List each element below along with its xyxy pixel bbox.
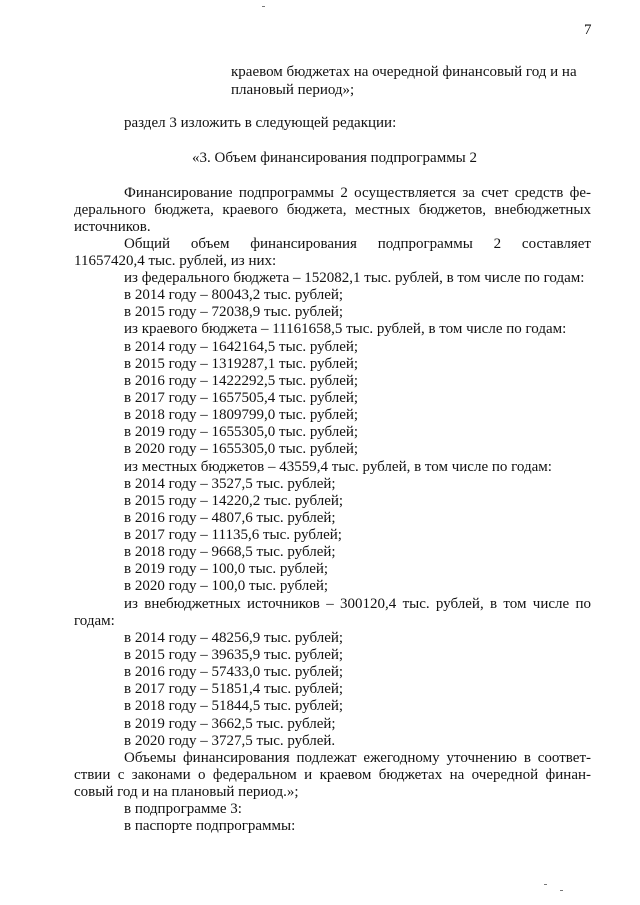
regional-year-2016: в 2016 году – 1422292,5 тыс. рублей;: [124, 373, 359, 389]
scan-speck: [560, 890, 563, 891]
federal-header: из федерального бюджета – 152082,1 тыс. рублей, в том числе по годам:: [124, 270, 585, 286]
section-instruction: раздел 3 изложить в следующей редакции:: [124, 115, 397, 131]
closing-line-2: ствии с законами о федеральном и краевом бюджетах на очередной финан-: [74, 767, 591, 783]
closing-line-3: совый год и на плановый период.»;: [74, 784, 299, 800]
scan-speck: [262, 6, 265, 7]
closing-line-1: Объемы финансирования подлежат ежегодному уточнению в соответ-: [124, 750, 591, 766]
extrabudget-year-2014: в 2014 году – 48256,9 тыс. рублей;: [124, 630, 344, 646]
federal-year-2015: в 2015 году – 72038,9 тыс. рублей;: [124, 304, 344, 320]
regional-year-2014: в 2014 году – 1642164,5 тыс. рублей;: [124, 339, 359, 355]
section-heading: «3. Объем финансирования подпрограммы 2: [192, 150, 478, 166]
total-line-2: 11657420,4 тыс. рублей, из них:: [74, 253, 277, 269]
continued-text-line-1: краевом бюджетах на очередной финансовый год и на: [231, 64, 577, 80]
regional-year-2019: в 2019 году – 1655305,0 тыс. рублей;: [124, 424, 359, 440]
local-year-2017: в 2017 году – 11135,6 тыс. рублей;: [124, 527, 342, 543]
extrabudget-year-2016: в 2016 году – 57433,0 тыс. рублей;: [124, 664, 344, 680]
intro-line-3: источников.: [74, 219, 151, 235]
extrabudget-year-2019: в 2019 году – 3662,5 тыс. рублей;: [124, 716, 336, 732]
regional-header: из краевого бюджета – 11161658,5 тыс. рублей, в том числе по годам:: [124, 321, 567, 337]
extrabudget-year-2015: в 2015 году – 39635,9 тыс. рублей;: [124, 647, 344, 663]
intro-line-1: Финансирование подпрограммы 2 осуществляется за счет средств фе-: [124, 185, 591, 201]
extrabudget-year-2020: в 2020 году – 3727,5 тыс. рублей.: [124, 733, 336, 749]
intro-line-2: дерального бюджета, краевого бюджета, местных бюджетов, внебюджетных: [74, 202, 591, 218]
regional-year-2017: в 2017 году – 1657505,4 тыс. рублей;: [124, 390, 359, 406]
continued-text-line-2: плановый период»;: [231, 82, 355, 98]
local-year-2014: в 2014 году – 3527,5 тыс. рублей;: [124, 476, 336, 492]
passport-line: в паспорте подпрограммы:: [124, 818, 296, 834]
page-number: 7: [584, 22, 592, 38]
local-year-2020: в 2020 году – 100,0 тыс. рублей;: [124, 578, 329, 594]
regional-year-2018: в 2018 году – 1809799,0 тыс. рублей;: [124, 407, 359, 423]
local-year-2015: в 2015 году – 14220,2 тыс. рублей;: [124, 493, 344, 509]
extrabudget-header-line-2: годам:: [74, 613, 115, 629]
local-header: из местных бюджетов – 43559,4 тыс. рублей, в том числе по годам:: [124, 459, 552, 475]
local-year-2018: в 2018 году – 9668,5 тыс. рублей;: [124, 544, 336, 560]
regional-year-2015: в 2015 году – 1319287,1 тыс. рублей;: [124, 356, 359, 372]
extrabudget-header-line-1: из внебюджетных источников – 300120,4 тыс. рублей, в том числе по: [124, 596, 591, 612]
scan-speck: [544, 884, 547, 885]
federal-year-2014: в 2014 году – 80043,2 тыс. рублей;: [124, 287, 344, 303]
regional-year-2020: в 2020 году – 1655305,0 тыс. рублей;: [124, 441, 359, 457]
local-year-2016: в 2016 году – 4807,6 тыс. рублей;: [124, 510, 336, 526]
subprogram-3-line: в подпрограмме 3:: [124, 801, 242, 817]
extrabudget-year-2017: в 2017 году – 51851,4 тыс. рублей;: [124, 681, 344, 697]
local-year-2019: в 2019 году – 100,0 тыс. рублей;: [124, 561, 329, 577]
extrabudget-year-2018: в 2018 году – 51844,5 тыс. рублей;: [124, 698, 344, 714]
total-line-1: Общий объем финансирования подпрограммы 2 составляет: [124, 236, 591, 252]
